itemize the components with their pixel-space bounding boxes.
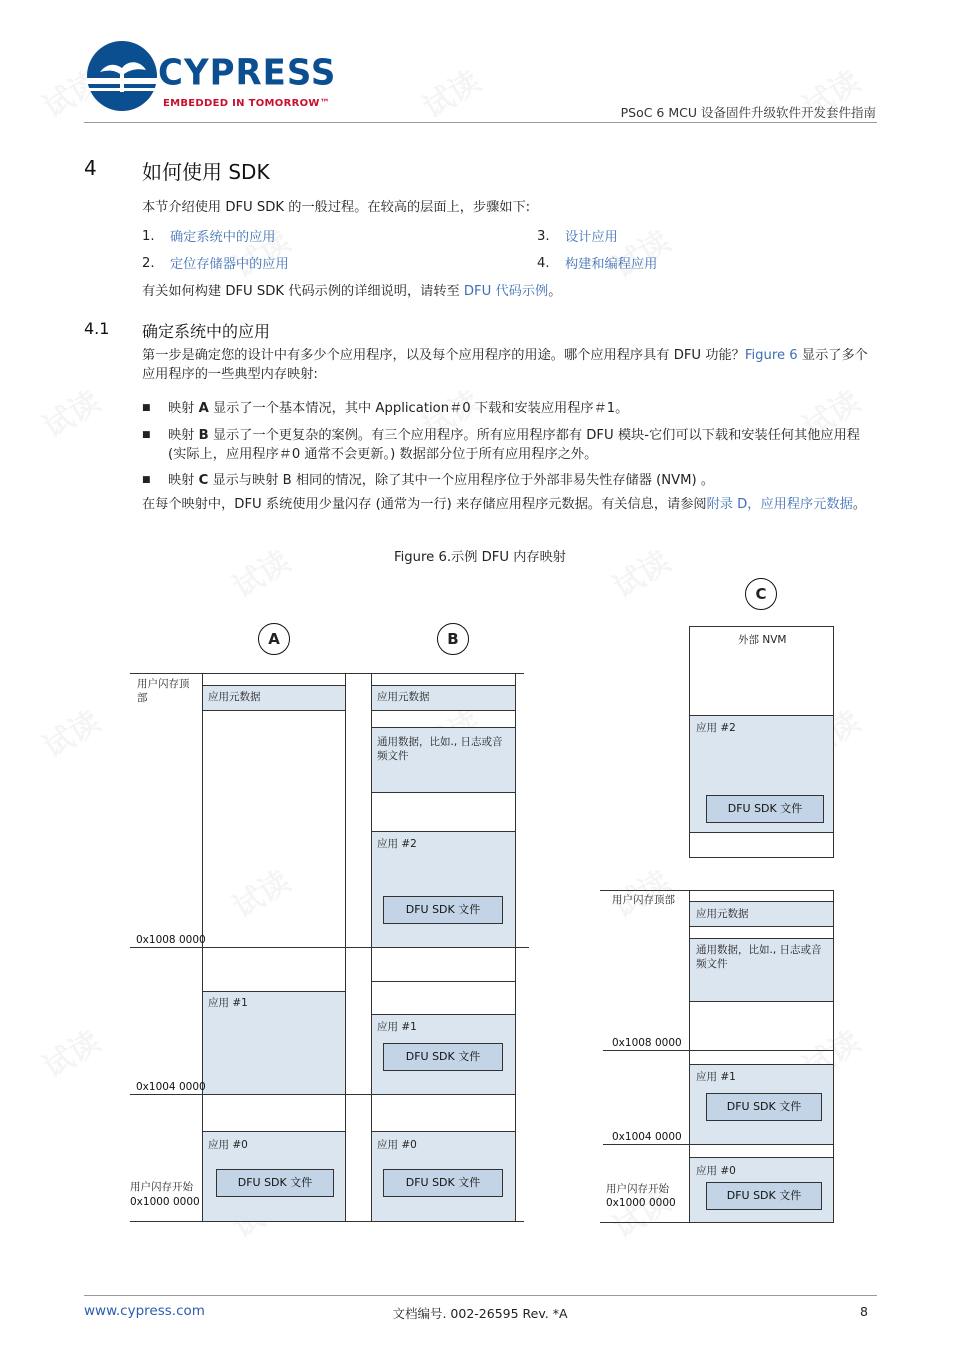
step-number: 2.	[142, 256, 155, 271]
dfu-sdk-file-box: DFU SDK 文件	[706, 1093, 822, 1121]
map-b-top-line	[346, 673, 524, 674]
region-divider	[202, 685, 346, 686]
address-label: 0x1008 0000	[612, 1037, 682, 1049]
map-b-label: B	[437, 623, 469, 655]
subsection-title: 确定系统中的应用	[142, 322, 271, 341]
step-number: 1.	[142, 229, 155, 244]
app-metadata-label: 应用元数据	[377, 691, 430, 703]
subsection-number: 4.1	[84, 319, 110, 338]
logo-wordmark: CYPRESS	[158, 52, 337, 94]
region-divider	[689, 832, 834, 833]
list-item	[168, 426, 877, 464]
app-2-label: 应用 #2	[696, 722, 736, 734]
dfu-sdk-file-box: DFU SDK 文件	[383, 1169, 503, 1197]
bullet-text: 显示了一个基本情况，其中 Application＃0 下载和安装应用程序＃1。	[208, 401, 629, 416]
dfu-sdk-file-box: DFU SDK 文件	[706, 1182, 822, 1210]
paragraph-text: 。	[852, 497, 866, 512]
document-number: 文档编号. 002-26595 Rev. *A	[392, 1306, 568, 1321]
region-divider	[371, 792, 516, 793]
address-label: 0x1000 0000	[606, 1197, 676, 1209]
paragraph-text: 在每个映射中，DFU 系统使用少量闪存 (通常为一行) 来存储应用程序元数据。有关信息，请参阅	[142, 497, 707, 512]
map-c-bottom-line	[600, 1222, 834, 1223]
address-line	[603, 1144, 834, 1145]
region-divider	[689, 1001, 834, 1002]
user-flash-start-label: 用户闪存开始	[606, 1183, 669, 1195]
app-1-label: 应用 #1	[696, 1071, 736, 1083]
region-divider	[689, 1064, 834, 1065]
watermark	[603, 857, 677, 926]
app-0-label: 应用 #0	[696, 1165, 736, 1177]
dfu-sdk-file-box: DFU SDK 文件	[706, 795, 824, 823]
step-link-identify[interactable]: 确定系统中的应用	[170, 230, 276, 245]
website-link[interactable]: www.cypress.com	[84, 1303, 205, 1319]
address-line	[603, 1050, 834, 1051]
region-divider	[202, 991, 346, 992]
region-divider	[689, 926, 834, 927]
app-0-label: 应用 #0	[208, 1139, 248, 1151]
region-divider	[689, 938, 834, 939]
footer-divider	[84, 1295, 877, 1296]
region-divider	[371, 831, 516, 832]
list-item	[168, 399, 877, 418]
region-divider	[689, 901, 834, 902]
paragraph-text: 有关如何构建 DFU SDK 代码示例的详细说明，请转至	[142, 284, 464, 299]
address-line	[130, 947, 346, 948]
logo-tagline: EMBEDDED IN TOMORROW™	[163, 98, 331, 109]
step-number: 4.	[537, 256, 550, 271]
dfu-sdk-file-box: DFU SDK 文件	[216, 1169, 334, 1197]
code-example-paragraph	[142, 282, 561, 301]
address-line	[346, 1094, 516, 1095]
app-metadata-label: 应用元数据	[696, 908, 749, 920]
figure-caption: Figure 6.示例 DFU 内存映射	[394, 550, 566, 565]
paragraph-text: 显示了多个应用程序的一些典型内存映射:	[142, 348, 868, 382]
address-label: 0x1000 0000	[130, 1196, 200, 1208]
step-link-locate[interactable]: 定位存储器中的应用	[170, 257, 289, 272]
section-title: 如何使用 SDK	[142, 160, 270, 184]
map-c-top-line	[600, 890, 834, 891]
map-key: B	[198, 428, 209, 443]
cypress-logo-icon	[86, 38, 158, 114]
map-key: C	[198, 473, 209, 488]
watermark	[33, 377, 107, 446]
region-divider	[371, 1131, 516, 1132]
common-data-label: 通用数据，比如., 日志或音频文件	[696, 944, 822, 970]
region-divider	[371, 685, 516, 686]
dfu-sdk-file-box: DFU SDK 文件	[383, 1043, 503, 1071]
subsection-paragraph-1	[142, 346, 877, 384]
bullet-text: 显示了一个更复杂的案例。有三个应用程序。所有应用程序都有 DFU 模块-它们可以下载和安装任何其他应用程 (实际上，应用程序＃0 通常不会更新。) 数据部分位于所有应用程序之外。	[168, 428, 860, 462]
external-nvm-label: 外部 NVM	[738, 634, 787, 646]
step-link-design[interactable]: 设计应用	[565, 230, 618, 245]
region-divider	[202, 710, 346, 711]
figure-6-link[interactable]: Figure 6	[744, 348, 798, 363]
region-divider	[371, 710, 516, 711]
section-intro: 本节介绍使用 DFU SDK 的一般过程。在较高的层面上，步骤如下:	[142, 200, 531, 215]
address-line	[130, 1094, 346, 1095]
region-divider	[689, 715, 834, 716]
paragraph-text: 第一步是确定您的设计中有多少个应用程序，以及每个应用程序的用途。哪个应用程序具有 DFU 功能？	[142, 348, 745, 363]
watermark	[33, 1017, 107, 1086]
user-flash-top-label: 用户闪存顶部	[612, 894, 675, 906]
bullet-prefix: 映射	[168, 428, 199, 443]
map-c-label: C	[745, 578, 777, 610]
header-divider	[84, 122, 877, 123]
user-flash-top-label: 用户闪存顶部	[137, 678, 190, 704]
app-1-label: 应用 #1	[377, 1021, 417, 1033]
bullet-icon: ■	[142, 403, 151, 413]
region-divider	[371, 1014, 516, 1015]
section-number: 4	[84, 156, 97, 180]
address-label: 0x1004 0000	[612, 1131, 682, 1143]
bullet-prefix: 映射	[168, 401, 199, 416]
appendix-d-link[interactable]: 附录 D，应用程序元数据	[706, 497, 853, 512]
bullet-icon: ■	[142, 430, 151, 440]
page-number: 8	[860, 1304, 868, 1319]
subsection-paragraph-2	[142, 495, 877, 514]
dfu-sdk-file-box: DFU SDK 文件	[383, 896, 503, 924]
step-link-build[interactable]: 构建和编程应用	[565, 257, 658, 272]
user-flash-start-label: 用户闪存开始	[130, 1181, 193, 1193]
bullet-icon: ■	[142, 475, 151, 485]
watermark	[223, 857, 297, 926]
app-1-label: 应用 #1	[208, 997, 248, 1009]
region-divider	[202, 1131, 346, 1132]
map-key: A	[198, 401, 209, 416]
bullet-prefix: 映射	[168, 473, 199, 488]
address-label: 0x1004 0000	[136, 1081, 206, 1093]
paragraph-text: 。	[548, 284, 562, 299]
app-metadata-label: 应用元数据	[208, 691, 261, 703]
address-line	[346, 947, 529, 948]
common-data-label: 通用数据，比如., 日志或音频文件	[377, 736, 503, 762]
app-2-label: 应用 #2	[377, 838, 417, 850]
map-a-bottom-line	[130, 1221, 346, 1222]
dfu-code-example-link[interactable]: DFU 代码示例	[463, 284, 549, 299]
watermark	[33, 697, 107, 766]
watermark	[413, 57, 487, 126]
map-a-top-line	[130, 673, 346, 674]
step-number: 3.	[537, 229, 550, 244]
map-c-right-edge	[833, 890, 834, 1223]
map-a-label: A	[258, 623, 290, 655]
list-item	[168, 471, 877, 490]
address-label: 0x1008 0000	[136, 934, 206, 946]
bullet-text: 显示与映射 B 相同的情况，除了其中一个应用程序位于外部非易失性存储器 (NVM) 。	[208, 473, 715, 488]
document-title: PSoC 6 MCU 设备固件升级软件开发套件指南	[620, 105, 876, 120]
region-divider	[371, 727, 516, 728]
region-divider	[371, 981, 516, 982]
app-0-label: 应用 #0	[377, 1139, 417, 1151]
region-divider	[689, 1157, 834, 1158]
map-b-bottom-line	[346, 1221, 524, 1222]
